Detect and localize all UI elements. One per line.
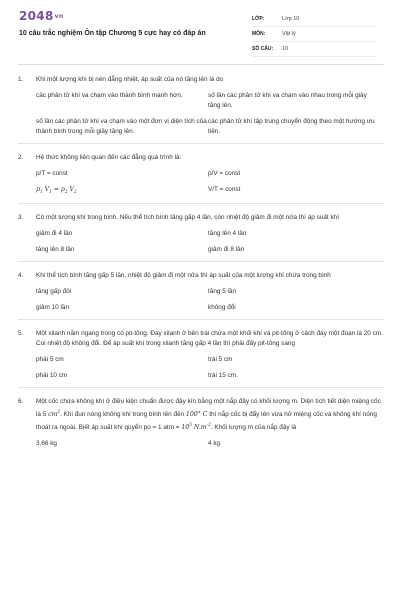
answer-option-b[interactable]: số lần các phân tử khí va chạm vào nhau trong mỗi giây tăng lên.: [208, 92, 367, 109]
question-number: 5.: [18, 330, 24, 338]
answer-option-a[interactable]: các phân tử khí va chạm vào thành bình mạnh hơn.: [36, 92, 183, 99]
answer-option-a[interactable]: 3,66 kg: [36, 440, 57, 448]
question-number: 3.: [18, 214, 24, 222]
math-formula: $p_1$ $V_1 = p_2$ $V_2$: [36, 186, 77, 195]
answer-option-b[interactable]: tăng 5 lần: [208, 288, 237, 296]
question-3: [18, 213, 384, 262]
math-pressure: $10^5$ $N.m^{-2}$: [181, 422, 211, 432]
answer-option-c[interactable]: tăng lên 8 lần: [36, 246, 75, 254]
answer-options: [36, 355, 384, 381]
answer-option-d[interactable]: không đổi: [208, 304, 236, 312]
meta-value: Vật lý: [282, 31, 296, 37]
answer-option-d[interactable]: giảm đi 8 lần: [208, 246, 245, 254]
answer-option-a[interactable]: phải 5 cm: [36, 356, 64, 364]
answer-option-b[interactable]: tăng lên 4 lần: [208, 230, 247, 238]
answer-option-c[interactable]: giảm 10 lần: [36, 304, 70, 312]
meta-table: [252, 12, 376, 57]
meta-label: MÔN:: [252, 31, 266, 37]
page-header: [0, 0, 400, 62]
question-text: Khi một lượng khí bị nén đẳng nhiệt, áp suất của nó tăng lên là do: [36, 76, 224, 83]
answer-option-b[interactable]: trái 5 cm: [208, 356, 233, 364]
question-number: 2.: [18, 154, 24, 161]
logo-text: 2048: [19, 9, 54, 23]
answer-option-a[interactable]: giảm đi 4 lần: [36, 230, 73, 238]
answer-options: [36, 169, 384, 197]
answer-options: [36, 287, 384, 313]
question-list: [18, 75, 384, 464]
header-divider: [18, 64, 384, 65]
document-title: 10 câu trắc nghiệm Ôn tập Chương 5 cực hay có đáp án: [19, 30, 206, 37]
answer-options: [36, 229, 384, 255]
question-text: Hệ thức không liên quan đến các đẳng quá trình là:: [36, 154, 182, 161]
meta-value: 10: [282, 46, 289, 52]
answer-option-d[interactable]: trái 15 cm.: [208, 372, 238, 380]
answer-option-c[interactable]: số lần các phân tử khí va chạm vào một đơn vị diện tích của thành bình trong mỗi giây tăng lên.: [36, 118, 207, 135]
question-number: 4.: [18, 272, 24, 280]
answer-option-c[interactable]: phải 10 cm: [36, 372, 68, 380]
meta-row-subject: [252, 27, 376, 42]
question-4: [18, 271, 384, 320]
meta-label: LỚP:: [252, 16, 265, 22]
question-5: [18, 329, 384, 388]
question-6: [18, 397, 384, 455]
answer-options: [36, 91, 384, 137]
question-text: Khi thể tích bình tăng gấp 5 lần, nhiệt độ giảm đi một nửa thì áp suất của một lượng khí chứa trong bình: [36, 272, 331, 280]
answer-option-b[interactable]: p/V = const: [208, 170, 241, 177]
answer-option-a[interactable]: p/T = const: [36, 170, 68, 177]
meta-row-class: [252, 12, 376, 27]
math-temperature: 100° C: [185, 411, 208, 419]
answer-option-c[interactable]: [36, 185, 208, 197]
question-number: 6.: [18, 398, 24, 406]
meta-value: Lớp 10: [282, 16, 300, 22]
question-1: [18, 75, 384, 144]
answer-option-d[interactable]: các phân tử khí tập trung chuyển động theo một hướng ưu tiên.: [208, 118, 375, 135]
logo-suffix: vn: [54, 13, 64, 20]
question-2: [18, 153, 384, 204]
meta-row-count: [252, 42, 376, 57]
question-text: Một cốc chứa không khí ở điều kiện chuẩn được đậy kín bằng một nắp đậy có khối lượng m. Diện tích tiết diện miệng cốc là 5 $cm^2$. Khi đun nóng không khí trong bình lên đến 100° C thì nắp cốc bị đẩy lên vừa hở miệng cốc và không khí nóng thoát ra ngoài. Biết áp suất khí quyển po = 1 atm = $10^5$ $N.m^{-2}$. Khối lượng m của nắp đậy là: [36, 398, 381, 432]
question-number: 1.: [18, 76, 24, 83]
answer-option-a[interactable]: tăng gấp đôi: [36, 288, 72, 296]
site-logo[interactable]: [19, 9, 63, 23]
answer-options: [36, 439, 384, 449]
question-text: Một xilanh nằm ngang trong có pit-tông. Đáy xilanh ở bên trái chứa một khối khí và pit-tông ở cách đáy một đoạn là 20 cm. Coi nhiệt độ không đổi. Để áp suất khí trong xilanh tăng gấp 4 lần thì phải đẩy pit-tông sang: [36, 330, 383, 348]
answer-option-b[interactable]: 4 kg: [208, 440, 221, 448]
answer-option-d[interactable]: V/T = const: [208, 186, 241, 193]
math-unit: $cm^2$: [48, 409, 61, 419]
meta-label: SỐ CÂU:: [252, 46, 274, 52]
question-text: Có một lượng khí trong bình. Nếu thể tích bình tăng gấp 4 lần, còn nhiệt độ giảm đi một nửa thì áp suất khí: [36, 214, 339, 222]
